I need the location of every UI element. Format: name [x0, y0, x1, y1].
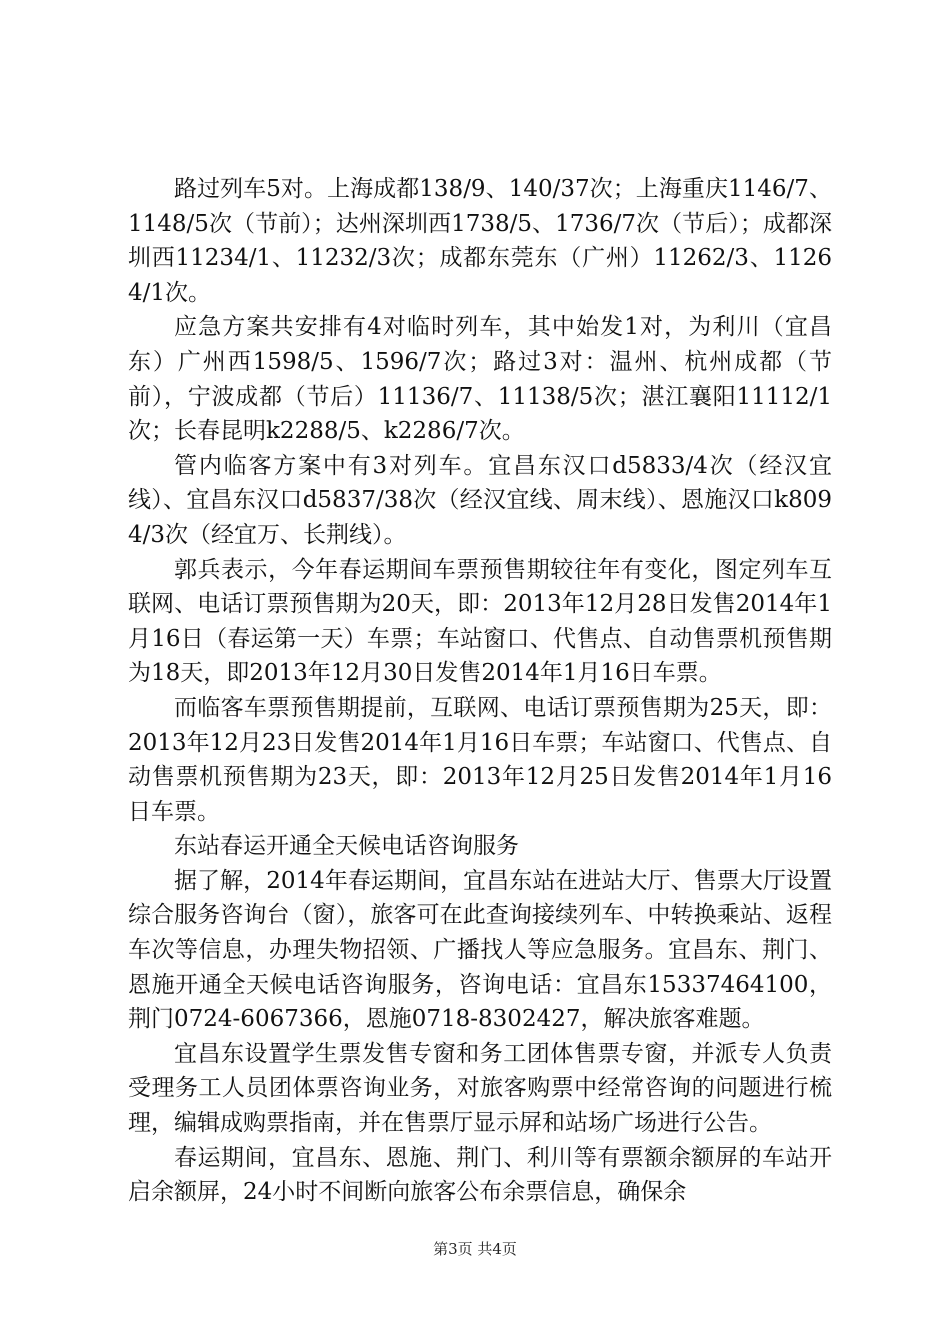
paragraph-remaining-tickets: 春运期间，宜昌东、恩施、荆门、利川等有票额余额屏的车站开启余额屏，24小时不间断向旅客公布余票信息，确保余 — [128, 1144, 832, 1206]
paragraph-temporary-presale: 而临客车票预售期提前，互联网、电话订票预售期为25天，即：2013年12月23日发售2014年1月16日车票；车站窗口、代售点、自动售票机预售期为23天，即：2013年12月25日发售2014年1月16日车票。 — [128, 694, 832, 825]
paragraph-emergency-plan: 应急方案共安排有4对临时列车，其中始发1对，为利川（宜昌东）广州西1598/5、1596/7次；路过3对：温州、杭州成都（节前），宁波成都（节后）11136/7、11138/5次；湛江襄阳11112/1次；长春昆明k2288/5、k2286/7次。 — [128, 314, 832, 445]
section-heading: 东站春运开通全天候电话咨询服务 — [174, 833, 519, 860]
paragraph-presale-period: 郭兵表示，今年春运期间车票预售期较往年有变化，图定列车互联网、电话订票预售期为20天，即：2013年12月28日发售2014年1月16日（春运第一天）车票；车站窗口、代售点、自动售票机预售期为18天，即2013年12月30日发售2014年1月16日车票。 — [128, 556, 832, 687]
page-number-footer: 第3页 共4页 — [433, 1240, 517, 1258]
paragraph-consultation: 据了解，2014年春运期间，宜昌东站在进站大厅、售票大厅设置综合服务咨询台（窗），旅客可在此查询接续列车、中转换乘站、返程车次等信息，办理失物招领、广播找人等应急服务。宜昌东、荆门、恩施开通全天候电话咨询服务，咨询电话：宜昌东15337464100，荆门0724-6067366，恩施0718-8302427，解决旅客难题。 — [128, 867, 832, 1033]
paragraph-passing-trains: 路过列车5对。上海成都138/9、140/37次；上海重庆1146/7、1148/5次（节前）；达州深圳西1738/5、1736/7次（节后）；成都深圳西11234/1、11232/3次；成都东莞东（广州）11262/3、11264/1次。 — [128, 176, 832, 306]
paragraph-local-trains: 管内临客方案中有3对列车。宜昌东汉口d5833/4次（经汉宜线）、宜昌东汉口d5837/38次（经汉宜线、周末线）、恩施汉口k8094/3次（经宜万、长荆线）。 — [128, 452, 832, 548]
article-body — [128, 172, 832, 1210]
paragraph-special-windows: 宜昌东设置学生票发售专窗和务工团体售票专窗，并派专人负责受理务工人员团体票咨询业务，对旅客购票中经常咨询的问题进行梳理，编辑成购票指南，并在售票厅显示屏和站场广场进行公告。 — [128, 1040, 832, 1137]
